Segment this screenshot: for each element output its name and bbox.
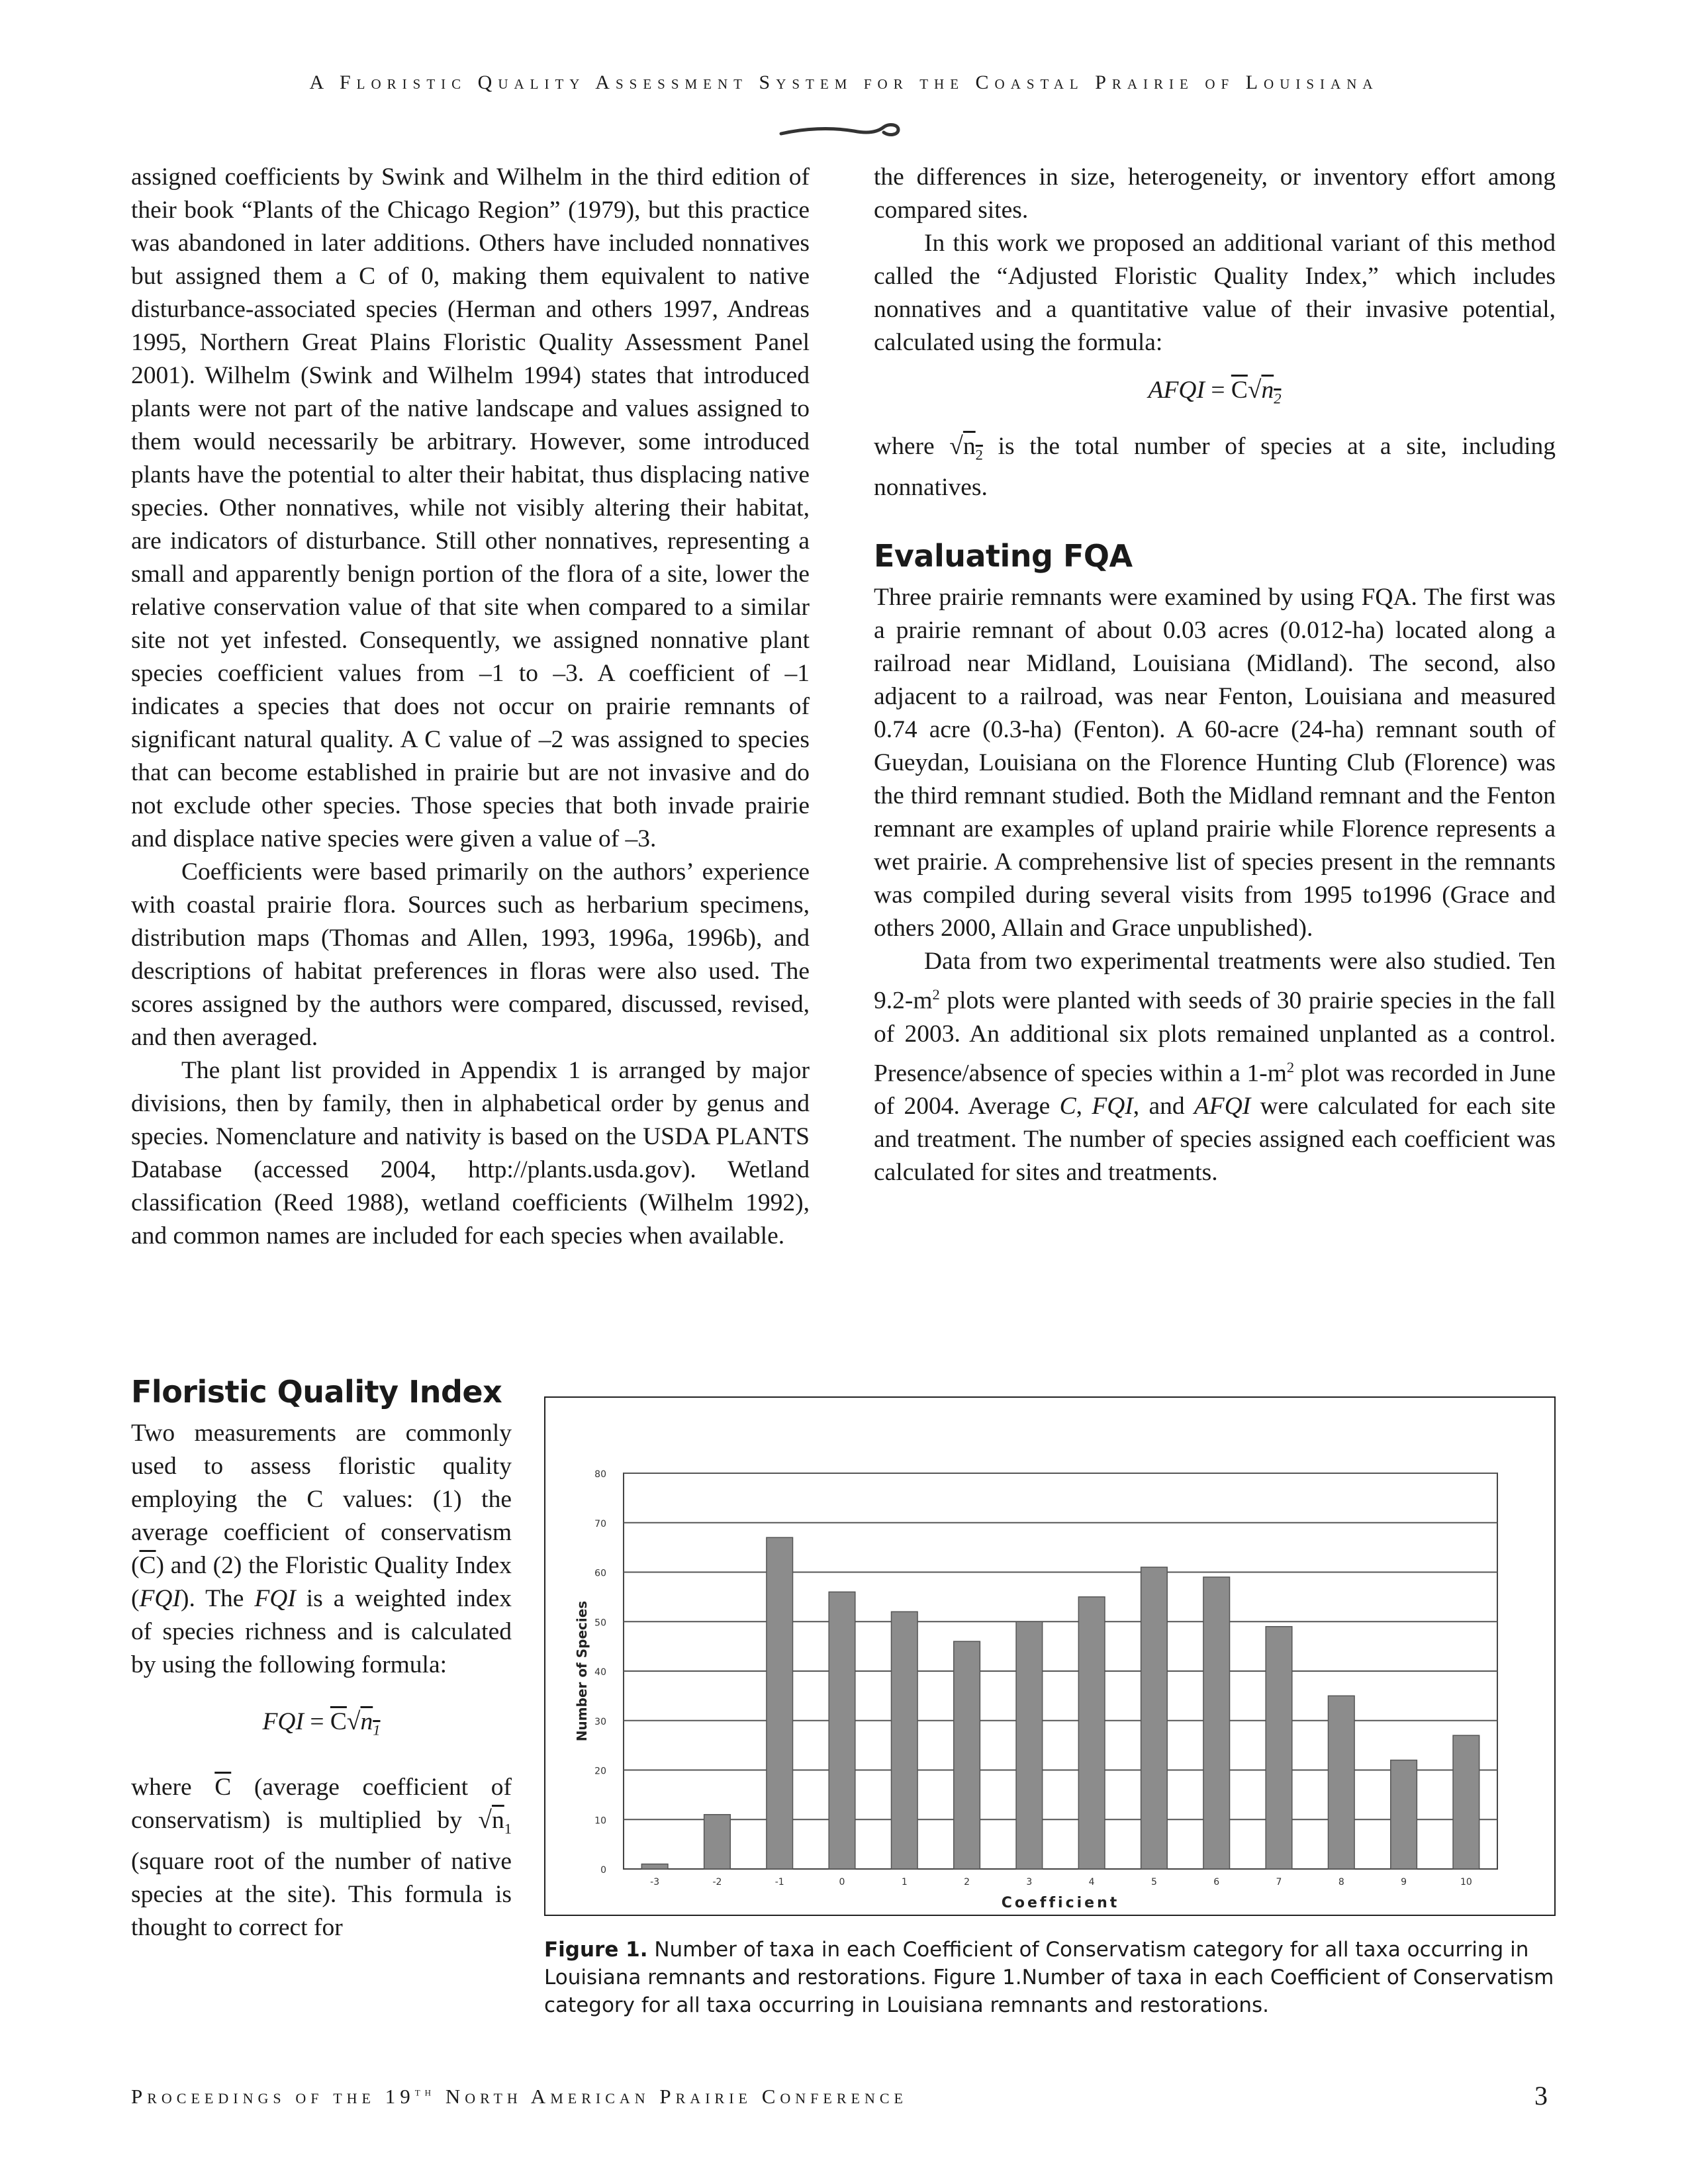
side-column [131,1373,512,1944]
bar [1141,1567,1168,1869]
x-tick-label: 5 [1150,1877,1157,1888]
p4-part-d: , [1076,1093,1092,1120]
right-paragraph-4 [874,945,1556,1189]
figure-1-chart [545,1398,1554,1915]
x-tick-label: 2 [964,1877,970,1888]
bar [1016,1621,1043,1869]
where-rest: is the total number of species at a site, including nonnatives. [874,432,1556,501]
afqi-formula-cbar: $\overline{C}$ [1231,377,1248,404]
figure-1-caption [544,1936,1556,2019]
fqi-formula-var: n [360,1708,373,1735]
y-tick-label: 30 [594,1716,606,1727]
y-tick-label: 80 [594,1469,606,1480]
where-root: √ [949,432,963,460]
bar [1391,1760,1417,1869]
y-tick-label: 40 [594,1667,606,1678]
figure-1-frame [544,1396,1556,1916]
side-paragraph-2 [131,1771,512,1945]
fqi-formula [131,1706,512,1747]
where-var: n [962,432,976,460]
bar [1078,1597,1105,1869]
bar [704,1815,731,1869]
right-paragraph-1: the differences in size, heterogeneity, or inventory effort among compared sites. [874,163,1556,224]
p4-part-e: , and [1133,1093,1194,1120]
side-p1-b: ) and (2) the Floristic Quality Index ( [131,1552,512,1612]
x-tick-label: -3 [650,1877,660,1888]
x-tick-label: 7 [1276,1877,1282,1888]
side-paragraph-1 [131,1417,512,1682]
right-where-paragraph [874,430,1556,505]
y-tick-label: 0 [600,1865,606,1876]
side-p2-var: n [492,1806,504,1834]
bar [1266,1627,1292,1869]
bar [1453,1735,1479,1869]
x-tick-label: -2 [712,1877,722,1888]
bar [1203,1577,1230,1869]
x-tick-label: 9 [1401,1877,1407,1888]
side-p1-fqi: FQI [139,1585,181,1612]
fqi-formula-eq: = [303,1708,330,1735]
fqi-formula-lhs: FQI [262,1708,304,1735]
y-tick-label: 20 [594,1766,606,1777]
left-paragraph-3: The plant list provided in Appendix 1 is arranged by major divisions, then by family, then in alphabetical order by genus and species. Nomenclature and nativity is based on the USDA PLANTS Database (accessed 2004, http://plants.usda.gov). Wetland classification (Reed 1988), wetland coefficients (Wilhelm 1992), and common names are included for each species when available. [131,1057,810,1250]
x-tick-label: -1 [774,1877,784,1888]
side-p2-root: √ [478,1806,492,1834]
p4-part-b: plots were planted with seeds of 30 prairie species in the fall of 2003. An additional six plots remained unplanted as a control. Presence/absence of species within a 1-m [874,987,1556,1087]
afqi-formula-lhs: AFQI [1148,377,1205,404]
heading-floristic-quality-index: Floristic Quality Index [131,1374,502,1410]
afqi-formula-var: n [1261,377,1274,404]
running-header: A Floristic Quality Assessment System for the Coastal Prairie of Louisiana [309,71,1379,93]
p4-part-c: plot was recorded in June of 2004. Average [874,1060,1556,1120]
right-column [874,161,1556,1189]
right-paragraph-2: In this work we proposed an additional variant of this method called the “Adjusted Floristic Quality Index,” which includes nonnatives and a quantitative value of their invasive potential, calculated using the formula: [874,230,1556,356]
side-p2-b: (average coefficient of conservatism) is multiplied by [131,1773,512,1834]
x-tick-label: 10 [1460,1877,1472,1888]
side-p2-c: (square root of the number of native species at the site). This formula is thought to correct for [131,1848,512,1941]
p4-part-f: were calculated for each site and treatment. The number of species assigned each coefficient was calculated for sites and treatments. [874,1093,1556,1186]
p4-sup-1: 2 [932,986,940,1003]
left-paragraph-1: assigned coefficients by Swink and Wilhelm in the third edition of their book “Plants of the Chicago Region” (1979), but this practice was abandoned in later additions. Others have included nonnatives but assigned them a C of 0, making them equivalent to native disturbance-associated species (Herman and others 1997, Andreas 1995, Northern Great Plains Floristic Quality Assessment Panel 2001). Wilhelm (Swink and Wilhelm 1994) states that introduced plants were not part of the native landscape and values assigned to them would necessarily be arbitrary. However, some introduced plants have the potential to alter their habitat, thus displacing native species. Other nonnatives, while not visibly altering their habitat, are indicators of disturbance. Still other nonnatives, representing a small and apparently benign portion of the flora of a site, lower the relative conservation value of that site when compared to a similar site not yet infested. Consequently, we assigned nonnative plant species coefficient values from –1 to –3. A coefficient of –1 indicates a species that does not occur on prairie remnants of significant natural quality. A C value of –2 was assigned to species that can become established in prairie but are not invasive and do not exclude other species. Those species that both invade prairie and displace native species were given a value of –3. [131,163,810,852]
x-tick-label: 3 [1026,1877,1033,1888]
p4-part-a: Data from two experimental treatments were also studied. Ten 9.2-m [874,948,1556,1015]
y-axis-label: Number of Species [574,1600,590,1742]
left-column [131,161,810,1253]
side-p1-fqi2: FQI [254,1585,296,1612]
page-number: 3 [1534,2081,1548,2111]
bar [954,1641,980,1869]
y-tick-label: 60 [594,1568,606,1579]
fqi-formula-root: √ [346,1708,361,1735]
afqi-formula [874,374,1556,416]
bar [767,1537,793,1869]
where-sub: 2 [975,446,983,463]
x-tick-label: 0 [839,1877,845,1888]
side-p2-a: where [131,1773,215,1801]
x-tick-label: 8 [1338,1877,1344,1888]
y-tick-label: 10 [594,1815,606,1827]
footer-proceedings-rest: North American Prairie Conference [436,2085,908,2108]
afqi-formula-root: √ [1247,377,1262,404]
p4-afqi-italic: AFQI [1194,1093,1251,1120]
x-tick-label: 1 [901,1877,908,1888]
right-paragraph-3: Three prairie remnants were examined by using FQA. The first was a prairie remnant of about 0.03 acres (0.012-ha) located along a railroad near Midland, Louisiana (Midland). The second, also adjacent to a railroad, was near Fenton, Louisiana and measured 0.74 acre (0.3-ha) (Fenton). A 60-acre (24-ha) remnant south of Gueydan, Louisiana on the Florence Hunting Club (Florence) was the third remnant studied. Both the Midland remnant and the Fenton remnant are examples of upland prairie while Florence represents a wet prairie. A comprehensive list of species present in the remnants was compiled during several visits from 1995 to1996 (Grace and others 2000, Allain and Grace unpublished). [874,584,1556,942]
afqi-formula-sub: 2 [1274,390,1282,407]
p4-sup-2: 2 [1286,1058,1295,1075]
side-p1-d: is a weighted index of species richness and is calculated by using the following formula: [131,1585,512,1678]
x-tick-label: 6 [1213,1877,1220,1888]
heading-evaluating-fqa: Evaluating FQA [874,538,1133,574]
p4-fqi-italic: FQI [1092,1093,1133,1120]
x-axis-label: Coefficient [1001,1895,1120,1911]
side-p1-c: ). The [180,1585,255,1612]
figure-caption-text: Number of taxa in each Coefficient of Conservatism category for all taxa occurring in Louisiana remnants and restorations. Figure 1.Number of taxa in each Coefficient of Conservatism category for all taxa occurring in Louisiana remnants and restorations. [544,1938,1554,2017]
bar [641,1864,668,1869]
afqi-formula-eq: = [1204,377,1231,404]
fqi-formula-sub: 1 [373,1721,381,1739]
y-tick-label: 50 [594,1617,606,1629]
footer-ordinal: th [414,2085,436,2099]
p4-c-italic: C [1059,1093,1076,1120]
left-paragraph-2: Coefficients were based primarily on the authors’ experience with coastal prairie flora. Sources such as herbarium specimens, distribution maps (Thomas and Allen, 1993, 1996a, 1996b), and descriptions of habitat preferences in floras were also used. The scores assigned by the authors were compared, discussed, revised, and then averaged. [131,858,810,1051]
bar [891,1612,917,1869]
y-tick-label: 70 [594,1518,606,1529]
page-footer [131,2085,908,2109]
side-p2-sub: 1 [504,1820,512,1837]
figure-caption-label: Figure 1. [544,1938,648,1962]
fqi-formula-cbar: $\overline{C}$ [330,1708,347,1735]
where-word: where [874,432,950,460]
side-p1-cbar: $\overline{C}$ [139,1552,156,1579]
side-p1-a: Two measurements are commonly used to assess floristic quality employing the C values: (1) the average coefficient of conservatism ( [131,1420,512,1579]
footer-proceedings: Proceedings of the 19 [131,2085,415,2108]
bar [1328,1696,1354,1869]
side-p2-cbar: $\overline{C}$ [214,1773,232,1801]
header-ornament-icon [778,116,910,143]
x-tick-label: 4 [1088,1877,1095,1888]
bar [829,1592,855,1869]
